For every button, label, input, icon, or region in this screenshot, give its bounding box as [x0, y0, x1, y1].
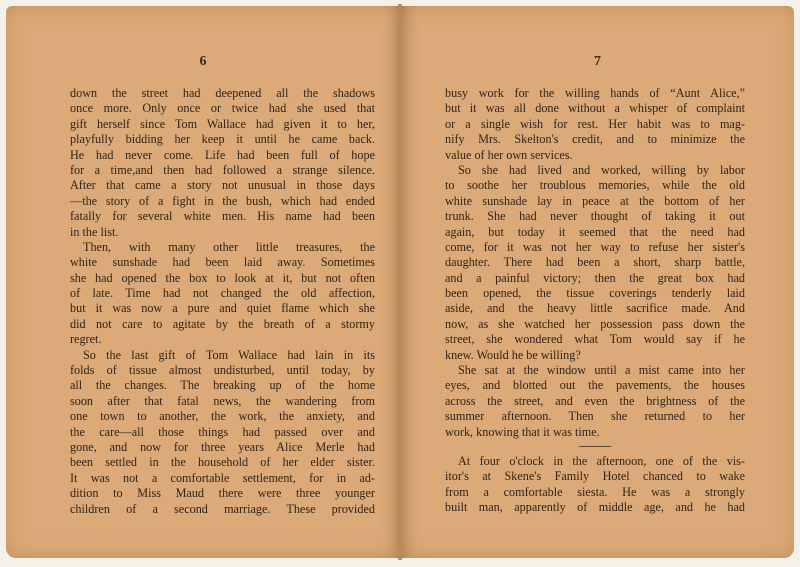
text-line: street, she wondered what Tom would say if he: [445, 332, 745, 347]
text-line: the care—all those things had passed over and: [70, 424, 375, 439]
text-line: to soothe her troublous memories, while the old: [445, 178, 745, 193]
text-line: eyes, and blotted out the pavements, the houses: [445, 378, 745, 393]
text-line: white sunshade had been laid away. Sometimes: [70, 255, 375, 270]
page-number: 6: [199, 54, 207, 69]
text-line: across the street, and even the brightness of the: [445, 393, 745, 408]
text-line: been opened, the tissue coverings tenderly laid: [445, 286, 745, 301]
right-page: [401, 6, 794, 558]
text-line: gift herself since Tom Wallace had given it to her,: [70, 116, 375, 131]
text-line: Then, with many other little treasures, the: [83, 239, 375, 254]
text-line: or a single wish for rest. Her habit was to mag-: [445, 116, 745, 131]
text-line: built man, apparently of middle age, and he had: [445, 500, 745, 515]
section-divider: [579, 446, 611, 447]
text-line: —the story of a fight in the bush, which had ended: [70, 193, 375, 208]
text-line: white sunshade lay in peace at the bottom of her: [445, 193, 745, 208]
left-page-text: [70, 86, 375, 517]
text-line: knew. Would he be willing?: [445, 347, 581, 362]
text-line: summer afternoon. Then she returned to her: [445, 409, 745, 424]
text-line: down the street had deepened all the shadows: [70, 86, 375, 100]
text-line: regret.: [70, 332, 102, 347]
text-line: children of a second marriage. These provided: [70, 501, 375, 516]
text-line: itor's at Skene's Family Hotel chanced to wake: [445, 469, 745, 484]
text-line: So the last gift of Tom Wallace had lain in its: [83, 347, 375, 362]
text-line: daughter. There had been a short, sharp battle,: [445, 255, 745, 270]
text-line: value of her own services.: [445, 147, 573, 162]
text-line: come, for it was not her way to refuse her sister's: [445, 239, 745, 254]
text-line: but it was now a pure and quiet flame which she: [70, 301, 375, 316]
text-line: folds of tissue almost undisturbed, until today, by: [70, 363, 375, 378]
text-line: She sat at the window until a mist came into her: [458, 363, 745, 378]
text-line: dition to Miss Maud there were three younger: [70, 486, 375, 501]
text-line: He had never come. Life had been full of hope: [70, 147, 375, 162]
text-line: for a time,and then had followed a strange silence.: [70, 162, 375, 177]
text-line: work, knowing that it was time.: [445, 424, 600, 439]
text-line: in the list.: [70, 224, 119, 239]
text-line: all the changes. The breaking up of the home: [70, 378, 375, 393]
text-line: from a comfortable siesta. He was a strongly: [445, 484, 745, 499]
text-line: It was not a comfortable settlement, for in ad-: [70, 470, 375, 485]
text-line: So she had lived and worked, willing by labor: [458, 162, 745, 177]
text-line: playfully bidding her keep it until he came back.: [70, 132, 375, 147]
text-line: gone, and now for three years Alice Merle had: [70, 439, 375, 454]
text-line: again, but today it seemed that the need had: [445, 224, 745, 239]
text-line: but it was all done without a whisper of complaint: [445, 101, 745, 116]
text-line: fatally for several white men. His name had been: [70, 209, 375, 224]
text-line: aside, and the heavy little sacrifice made. And: [445, 301, 745, 316]
text-line: one town to another, the work, the anxiety, and: [70, 409, 375, 424]
text-line: did not care to agitate by the breath of a stormy: [70, 316, 375, 331]
text-line: trunk. She had never thought of taking it out: [445, 209, 745, 224]
text-line: busy work for the willing hands of “Aunt Alice,”: [445, 86, 745, 100]
left-page: [6, 6, 400, 558]
text-line: she had opened the box to look at it, but not often: [70, 270, 375, 285]
text-line: been settled in the household of her elder sister.: [70, 455, 375, 470]
text-line: At four o'clock in the afternoon, one of the vis-: [458, 453, 745, 468]
text-line: now, as she watched her possession pass down the: [445, 316, 745, 331]
text-line: soon after that fatal news, the wandering from: [70, 393, 375, 408]
right-page-text: [445, 86, 745, 516]
text-line: After that came a story not unusual in those days: [70, 178, 375, 193]
text-line: and a painful victory; then the great box had: [445, 270, 745, 285]
text-line: of late. Time had not changed the old affection,: [70, 286, 375, 301]
page-number: 7: [594, 54, 601, 69]
text-line: once more. Only once or twice had she used that: [70, 101, 375, 116]
text-line: nify Mrs. Skelton's credit, and to minimize the: [445, 132, 745, 147]
